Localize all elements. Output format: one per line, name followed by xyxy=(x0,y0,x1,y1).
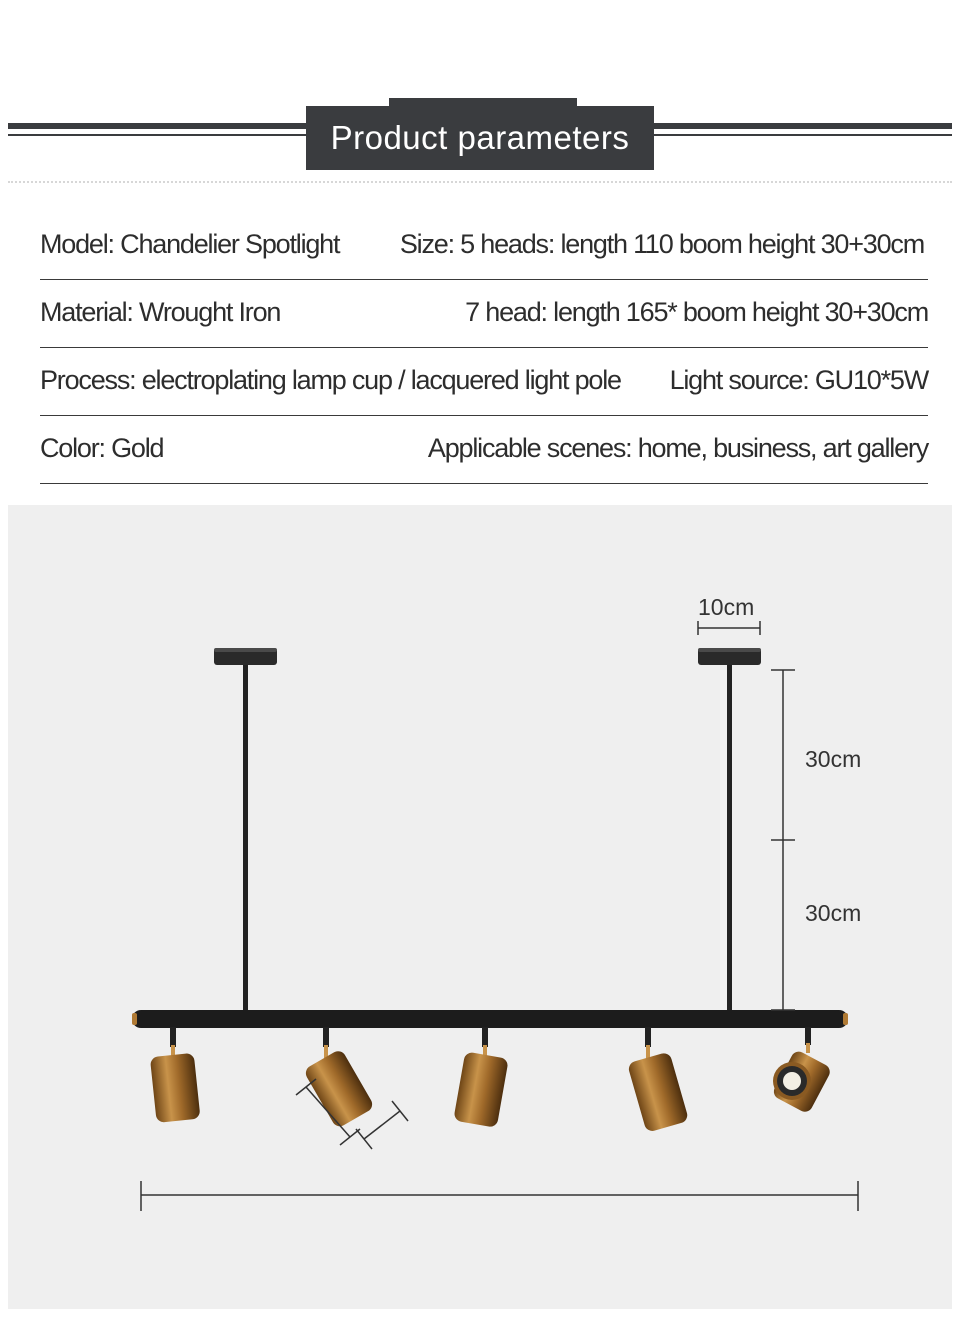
parameter-color: Color: Gold xyxy=(40,433,164,463)
header xyxy=(0,0,960,200)
dimension-boom-height xyxy=(771,670,795,1010)
parameter-table xyxy=(40,212,928,484)
product-diagram xyxy=(8,505,952,1309)
parameter-row xyxy=(40,416,928,484)
dimension-label-upper: 30cm xyxy=(805,746,862,772)
parameter-light-source: Light source: GU10*5W xyxy=(669,365,928,395)
parameter-material: Material: Wrought Iron xyxy=(40,297,281,327)
boom-rod-right xyxy=(727,665,732,1010)
page-title: Product parameters xyxy=(306,106,654,170)
spotlight-5 xyxy=(771,1027,832,1115)
parameter-scenes: Applicable scenes: home, business, art gallery xyxy=(427,433,928,463)
dimension-label-canopy: 10cm xyxy=(698,594,755,620)
parameter-model: Model: Chandelier Spotlight xyxy=(40,229,340,259)
parameter-row xyxy=(40,348,928,416)
header-rule-right xyxy=(654,123,952,129)
parameter-process: Process: electroplating lamp cup / lacquered light pole xyxy=(40,365,621,395)
spotlight-4 xyxy=(627,1027,689,1133)
parameter-size-7-head: 7 head: length 165* boom height 30+30cm xyxy=(465,297,928,327)
spotlight-1 xyxy=(150,1027,201,1123)
parameter-size: Size: 5 heads: length 110 boom height 30+30cm xyxy=(399,229,924,259)
canopy-left xyxy=(214,648,277,665)
dimension-overall-length xyxy=(141,1181,858,1211)
header-rule-left-thin xyxy=(8,134,306,136)
parameter-row xyxy=(40,280,928,348)
dimension-canopy-width xyxy=(698,621,760,635)
spotlight-3 xyxy=(453,1027,508,1128)
dotted-divider xyxy=(8,181,952,183)
chandelier-illustration xyxy=(8,505,952,1309)
dimension-label-lower: 30cm xyxy=(805,900,862,926)
spotlight-2 xyxy=(303,1027,375,1129)
header-rule-left xyxy=(8,123,306,129)
boom-rod-left xyxy=(243,665,248,1010)
header-rule-right-thin xyxy=(654,134,952,136)
parameter-row xyxy=(40,212,928,280)
canopy-right xyxy=(698,648,761,665)
light-bar xyxy=(132,1010,848,1028)
